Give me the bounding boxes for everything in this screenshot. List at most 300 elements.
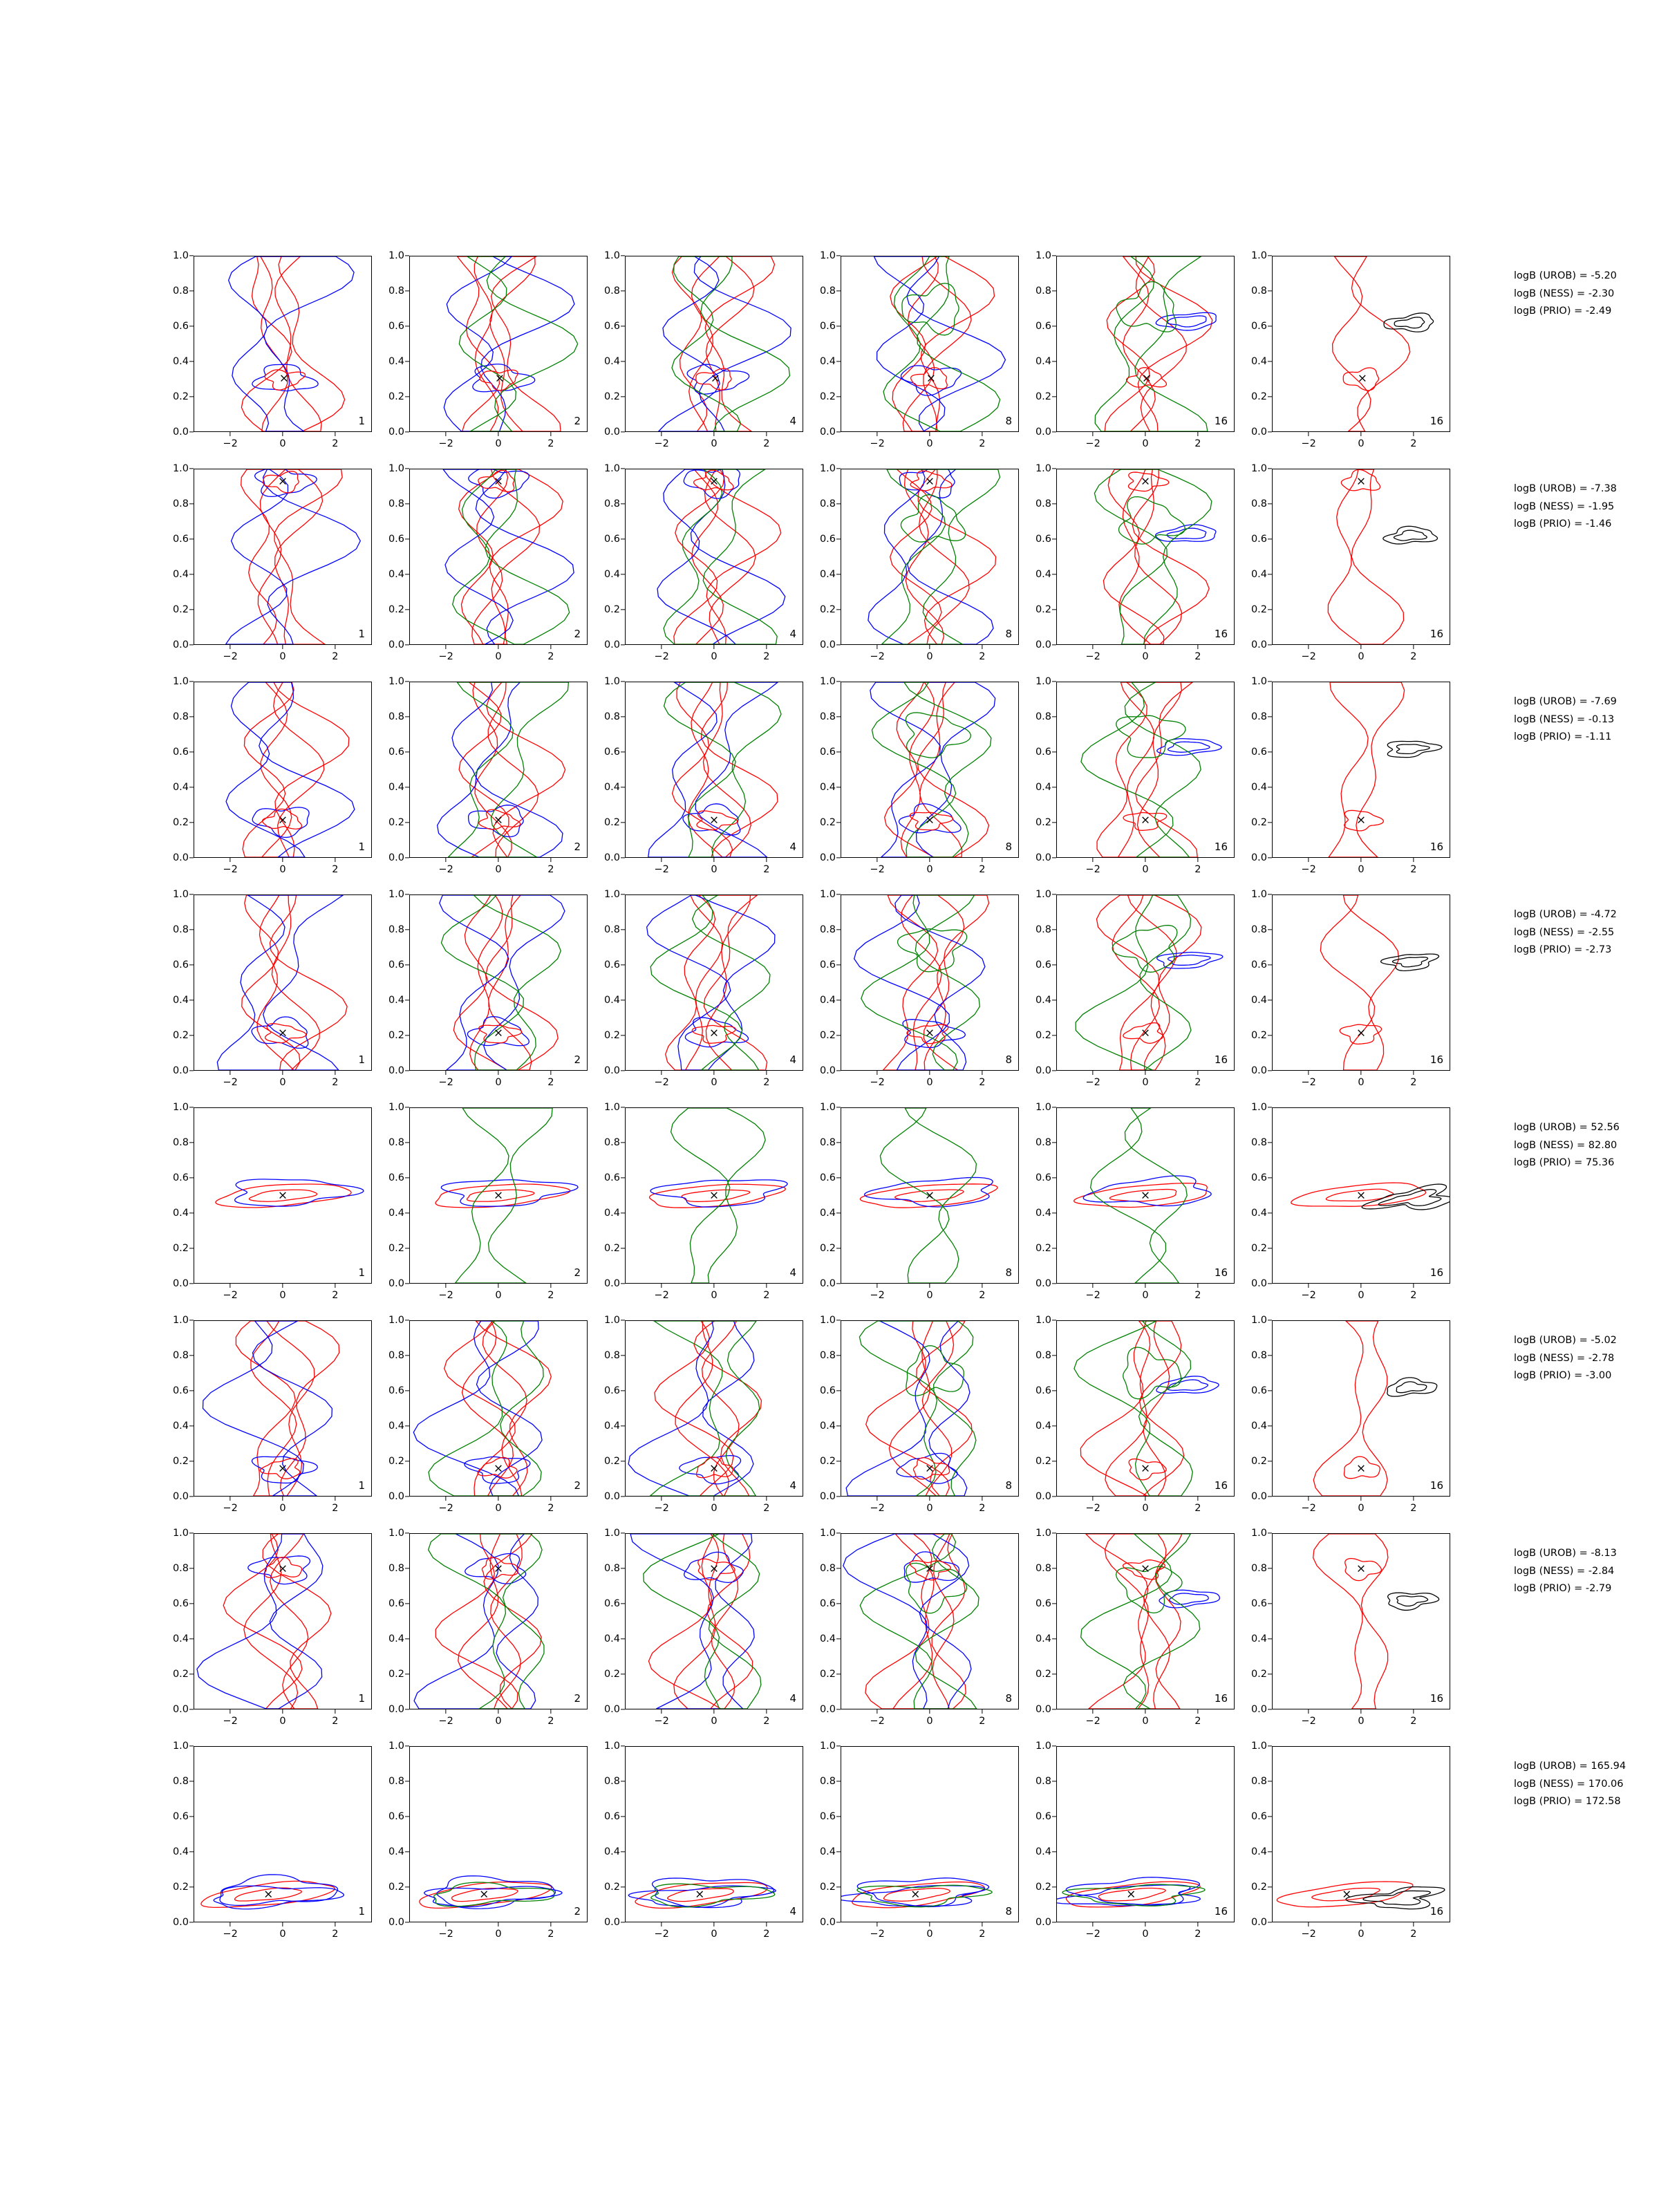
contour-panel (388, 463, 588, 662)
y-tick-label: 0.6 (1250, 1811, 1267, 1822)
y-tick-label: 0.2 (1035, 1669, 1051, 1680)
y-tick-mark (1268, 1390, 1272, 1391)
row-annotations (1514, 484, 1617, 537)
y-tick-label: 0.6 (819, 534, 836, 545)
x-tick-label: 2 (547, 1716, 554, 1727)
y-tick-label: 0.2 (1250, 1456, 1267, 1467)
y-tick-mark (836, 1390, 841, 1391)
truth-marker: × (493, 1461, 504, 1476)
y-tick-mark (1052, 1851, 1056, 1852)
truth-marker: × (924, 813, 935, 827)
contour-panel (172, 250, 372, 449)
y-tick-mark (621, 1816, 625, 1817)
x-tick-label: 0 (1358, 1503, 1365, 1514)
y-tick-mark (621, 1212, 625, 1213)
y-tick-label: 0.8 (1035, 1350, 1051, 1361)
truth-marker: × (1356, 1562, 1367, 1576)
truth-marker: × (1342, 1887, 1352, 1902)
y-tick-label: 0.0 (819, 1704, 836, 1715)
panel-axes (1056, 1746, 1235, 1922)
y-tick-label: 0.0 (1035, 1491, 1051, 1502)
log-bayes-factor-text: logB (PRIO) = -1.11 (1514, 731, 1612, 742)
y-tick-mark (621, 857, 625, 858)
x-tick-label: −2 (223, 864, 238, 875)
x-tick-label: −2 (438, 1077, 453, 1088)
x-tick-label: 0 (926, 864, 933, 875)
y-tick-label: 1.0 (1250, 250, 1267, 261)
y-tick-label: 0.2 (388, 1243, 404, 1254)
panel-row (172, 676, 1500, 894)
x-tick-mark (929, 1284, 930, 1288)
x-tick-label: −2 (1085, 651, 1100, 662)
log-bayes-factor-text: logB (UROB) = 165.94 (1514, 1761, 1627, 1772)
y-tick-mark (621, 538, 625, 539)
contour-panel (388, 1741, 588, 1940)
y-tick-mark (1052, 1425, 1056, 1426)
x-tick-label: −2 (654, 1290, 669, 1301)
log-bayes-factor-text: logB (UROB) = 52.56 (1514, 1122, 1620, 1133)
y-tick-label: 1.0 (1250, 1741, 1267, 1752)
y-tick-label: 0.6 (1035, 1172, 1051, 1183)
panel-axes (841, 682, 1019, 858)
x-tick-label: −2 (654, 1077, 669, 1088)
y-tick-label: 1.0 (603, 250, 620, 261)
y-tick-mark (621, 1638, 625, 1639)
y-tick-mark (621, 1390, 625, 1391)
y-tick-mark (189, 1142, 194, 1143)
y-tick-label: 0.2 (603, 1030, 620, 1041)
x-tick-mark (1308, 1284, 1309, 1288)
y-tick-mark (405, 1886, 409, 1887)
x-tick-label: −2 (223, 1929, 238, 1940)
x-tick-mark (1360, 1071, 1361, 1075)
y-tick-mark (1268, 1496, 1272, 1497)
x-tick-mark (1413, 1497, 1414, 1501)
x-tick-label: 0 (711, 1503, 718, 1514)
y-tick-label: 0.0 (1035, 1278, 1051, 1289)
truth-marker: × (277, 474, 288, 489)
x-tick-label: 0 (711, 438, 718, 449)
y-tick-mark (1268, 822, 1272, 823)
y-tick-mark (405, 681, 409, 682)
y-tick-label: 1.0 (172, 250, 189, 261)
panel-number: 1 (358, 1053, 365, 1066)
y-tick-mark (621, 361, 625, 362)
y-tick-label: 0.8 (1035, 1776, 1051, 1787)
y-tick-label: 1.0 (388, 676, 404, 687)
panel-number: 1 (358, 1692, 365, 1705)
x-tick-label: 0 (1142, 1716, 1149, 1727)
panel-number: 2 (574, 1266, 581, 1279)
x-tick-mark (282, 1709, 283, 1714)
truth-marker: × (709, 813, 720, 827)
y-tick-label: 1.0 (1035, 1102, 1051, 1113)
x-tick-mark (229, 432, 230, 436)
x-tick-mark (713, 1284, 714, 1288)
y-tick-label: 0.2 (388, 1456, 404, 1467)
y-tick-mark (836, 751, 841, 752)
y-tick-label: 0.6 (1035, 534, 1051, 545)
y-tick-mark (189, 929, 194, 930)
panel-axes (1272, 1533, 1450, 1709)
y-tick-label: 0.0 (172, 1917, 189, 1928)
y-tick-label: 0.8 (172, 1563, 189, 1574)
x-tick-label: −2 (438, 1716, 453, 1727)
y-tick-mark (1268, 255, 1272, 256)
y-tick-label: 0.4 (1035, 356, 1051, 367)
y-tick-mark (621, 468, 625, 469)
y-tick-label: 0.8 (388, 711, 404, 722)
x-tick-label: 2 (979, 1290, 986, 1301)
y-tick-label: 0.8 (1035, 498, 1051, 509)
y-tick-label: 0.4 (388, 569, 404, 580)
x-tick-label: −2 (1085, 1290, 1100, 1301)
y-tick-label: 1.0 (603, 889, 620, 900)
x-tick-mark (550, 858, 551, 862)
x-tick-mark (1413, 858, 1414, 862)
x-tick-label: 0 (1358, 651, 1365, 662)
truth-marker: × (709, 1026, 720, 1040)
y-tick-label: 0.2 (819, 817, 836, 828)
y-tick-label: 0.6 (819, 747, 836, 758)
y-tick-label: 0.8 (819, 924, 836, 935)
y-tick-mark (1052, 431, 1056, 432)
x-tick-label: 2 (1410, 1077, 1417, 1088)
truth-marker: × (277, 1562, 288, 1576)
y-tick-mark (405, 822, 409, 823)
log-bayes-factor-text: logB (NESS) = 82.80 (1514, 1139, 1618, 1151)
y-tick-mark (1052, 822, 1056, 823)
x-tick-mark (661, 1709, 662, 1714)
x-tick-label: 0 (1142, 1290, 1149, 1301)
x-tick-mark (282, 1284, 283, 1288)
y-tick-label: 0.6 (603, 1598, 620, 1609)
y-tick-mark (405, 857, 409, 858)
y-tick-mark (189, 396, 194, 397)
truth-marker: × (1356, 1188, 1367, 1202)
y-tick-label: 0.4 (1250, 1633, 1267, 1644)
panel-axes (841, 1533, 1019, 1709)
y-tick-label: 1.0 (819, 463, 836, 474)
y-tick-label: 0.2 (1250, 1669, 1267, 1680)
y-tick-mark (621, 1851, 625, 1852)
x-tick-mark (929, 1922, 930, 1927)
y-tick-mark (1052, 681, 1056, 682)
y-tick-label: 0.8 (388, 1350, 404, 1361)
y-tick-label: 0.4 (388, 1846, 404, 1857)
panel-number: 8 (1005, 1266, 1012, 1279)
y-tick-label: 0.2 (819, 604, 836, 615)
x-tick-label: 2 (979, 651, 986, 662)
y-tick-label: 0.8 (603, 498, 620, 509)
y-tick-mark (1052, 396, 1056, 397)
contour-panel (603, 1741, 803, 1940)
row-annotations (1514, 1548, 1617, 1602)
x-tick-label: 0 (495, 1290, 502, 1301)
y-tick-label: 1.0 (172, 1528, 189, 1539)
y-tick-mark (836, 1283, 841, 1284)
y-tick-mark (836, 1070, 841, 1071)
y-tick-mark (1268, 1355, 1272, 1356)
x-tick-label: 0 (926, 1503, 933, 1514)
y-tick-label: 0.8 (603, 1350, 620, 1361)
y-tick-label: 0.6 (1250, 1172, 1267, 1183)
panel-axes (625, 1746, 803, 1922)
x-tick-label: 0 (1358, 1929, 1365, 1940)
y-tick-mark (621, 1496, 625, 1497)
x-tick-label: −2 (1301, 1929, 1316, 1940)
panel-number: 4 (789, 415, 796, 427)
y-tick-label: 1.0 (603, 1528, 620, 1539)
y-tick-label: 0.0 (1250, 852, 1267, 863)
y-tick-mark (621, 503, 625, 504)
panel-axes (841, 1320, 1019, 1497)
y-tick-label: 0.0 (1035, 639, 1051, 650)
panel-number: 2 (574, 415, 581, 427)
truth-marker: × (1356, 474, 1367, 489)
y-tick-mark (405, 1603, 409, 1604)
y-tick-mark (1052, 361, 1056, 362)
x-tick-label: 2 (763, 1503, 770, 1514)
panel-number: 16 (1214, 1905, 1228, 1918)
y-tick-label: 1.0 (819, 1315, 836, 1326)
y-tick-label: 0.8 (819, 711, 836, 722)
panel-number: 8 (1005, 1053, 1012, 1066)
x-tick-label: 2 (979, 864, 986, 875)
y-tick-mark (405, 503, 409, 504)
y-tick-label: 1.0 (388, 889, 404, 900)
x-tick-mark (661, 1071, 662, 1075)
y-tick-label: 0.4 (1250, 782, 1267, 793)
y-tick-mark (1052, 751, 1056, 752)
y-tick-label: 0.6 (819, 1385, 836, 1396)
y-tick-mark (836, 538, 841, 539)
y-tick-label: 0.2 (388, 817, 404, 828)
y-tick-label: 0.2 (603, 817, 620, 828)
y-tick-label: 1.0 (1035, 1528, 1051, 1539)
y-tick-label: 0.6 (388, 959, 404, 971)
y-tick-label: 0.2 (1035, 604, 1051, 615)
panel-axes (1272, 256, 1450, 432)
y-tick-mark (621, 1283, 625, 1284)
y-tick-label: 0.8 (1250, 285, 1267, 297)
x-tick-label: −2 (870, 1290, 885, 1301)
x-tick-mark (282, 432, 283, 436)
x-tick-mark (445, 1071, 446, 1075)
truth-marker: × (924, 1461, 935, 1476)
y-tick-mark (621, 396, 625, 397)
y-tick-mark (1052, 468, 1056, 469)
truth-marker: × (924, 1188, 935, 1202)
y-tick-label: 0.0 (388, 1278, 404, 1289)
y-tick-label: 0.0 (819, 1065, 836, 1076)
y-tick-mark (405, 1496, 409, 1497)
y-tick-mark (836, 822, 841, 823)
y-tick-label: 0.2 (388, 1669, 404, 1680)
panel-axes (1272, 1746, 1450, 1922)
y-tick-label: 0.2 (1250, 391, 1267, 402)
y-tick-mark (189, 1496, 194, 1497)
contour-panel (1035, 1528, 1235, 1727)
truth-marker: × (493, 813, 504, 827)
x-tick-label: 0 (495, 1716, 502, 1727)
y-tick-label: 0.6 (172, 1385, 189, 1396)
x-tick-mark (229, 1709, 230, 1714)
y-tick-mark (1268, 1177, 1272, 1178)
x-tick-label: 0 (926, 438, 933, 449)
y-tick-label: 0.8 (1250, 498, 1267, 509)
x-tick-label: 2 (763, 438, 770, 449)
y-tick-mark (1052, 290, 1056, 291)
contour-panel (819, 1102, 1019, 1301)
y-tick-mark (621, 609, 625, 610)
panel-number: 2 (574, 1692, 581, 1705)
y-tick-label: 0.8 (172, 1350, 189, 1361)
y-tick-label: 1.0 (388, 1102, 404, 1113)
y-tick-label: 0.6 (819, 1811, 836, 1822)
y-tick-label: 0.0 (1250, 1704, 1267, 1715)
y-tick-label: 0.4 (819, 1208, 836, 1219)
y-tick-label: 0.6 (819, 959, 836, 971)
y-tick-label: 1.0 (1035, 1315, 1051, 1326)
x-tick-label: −2 (870, 438, 885, 449)
y-tick-mark (405, 468, 409, 469)
y-tick-label: 1.0 (603, 463, 620, 474)
y-tick-mark (1052, 1177, 1056, 1178)
x-tick-label: −2 (870, 864, 885, 875)
x-tick-label: 0 (1142, 1503, 1149, 1514)
y-tick-mark (1052, 503, 1056, 504)
x-tick-label: 2 (763, 1290, 770, 1301)
contour-panel (388, 889, 588, 1088)
y-tick-mark (1268, 1851, 1272, 1852)
panel-axes (625, 1320, 803, 1497)
truth-marker: × (263, 1887, 274, 1902)
y-tick-mark (189, 822, 194, 823)
x-tick-label: 0 (711, 864, 718, 875)
y-tick-mark (621, 431, 625, 432)
y-tick-mark (836, 1745, 841, 1746)
y-tick-label: 0.2 (388, 1030, 404, 1041)
y-tick-label: 0.8 (172, 285, 189, 297)
x-tick-label: 2 (1410, 438, 1417, 449)
x-tick-label: 0 (926, 1929, 933, 1940)
y-tick-label: 0.2 (1250, 604, 1267, 615)
y-tick-label: 1.0 (819, 1741, 836, 1752)
y-tick-label: 0.4 (172, 995, 189, 1006)
panel-axes (1056, 256, 1235, 432)
y-tick-mark (1268, 681, 1272, 682)
x-tick-mark (1360, 1922, 1361, 1927)
y-tick-label: 0.8 (388, 1776, 404, 1787)
y-tick-mark (189, 468, 194, 469)
y-tick-mark (621, 681, 625, 682)
x-tick-mark (282, 1497, 283, 1501)
panel-number: 8 (1005, 1905, 1012, 1918)
panel-number: 8 (1005, 1479, 1012, 1492)
y-tick-label: 0.4 (388, 995, 404, 1006)
truth-marker: × (1140, 1562, 1151, 1576)
y-tick-label: 0.0 (603, 852, 620, 863)
y-tick-label: 0.4 (388, 356, 404, 367)
y-tick-label: 0.6 (603, 1811, 620, 1822)
y-tick-mark (189, 1886, 194, 1887)
x-tick-label: 2 (979, 438, 986, 449)
y-tick-mark (1268, 468, 1272, 469)
contour-panel (1035, 250, 1235, 449)
y-tick-label: 1.0 (819, 889, 836, 900)
y-tick-label: 0.4 (172, 1846, 189, 1857)
x-tick-mark (929, 1497, 930, 1501)
x-tick-label: 2 (1194, 438, 1201, 449)
contour-panel (819, 463, 1019, 662)
y-tick-mark (836, 1177, 841, 1178)
y-tick-label: 0.2 (172, 817, 189, 828)
panel-number: 16 (1430, 415, 1443, 427)
contour-panel (1250, 889, 1450, 1088)
log-bayes-factor-text: logB (PRIO) = -1.46 (1514, 518, 1612, 529)
panel-row (172, 1741, 1500, 1959)
y-tick-mark (1052, 1886, 1056, 1887)
y-tick-label: 0.6 (1250, 1385, 1267, 1396)
y-tick-mark (405, 1283, 409, 1284)
y-tick-label: 0.8 (1035, 1137, 1051, 1148)
y-tick-mark (1052, 1390, 1056, 1391)
contour-panel (172, 676, 372, 875)
y-tick-mark (189, 1177, 194, 1178)
y-tick-mark (836, 964, 841, 965)
y-tick-mark (405, 644, 409, 645)
contour-panel (819, 1315, 1019, 1514)
x-tick-label: 2 (1194, 864, 1201, 875)
y-tick-label: 0.8 (172, 711, 189, 722)
x-tick-label: −2 (438, 1503, 453, 1514)
y-tick-label: 0.0 (388, 852, 404, 863)
y-tick-label: 0.8 (1250, 711, 1267, 722)
x-tick-mark (550, 645, 551, 649)
y-tick-label: 0.0 (603, 1278, 620, 1289)
y-tick-mark (1052, 1355, 1056, 1356)
panel-axes (194, 1107, 372, 1284)
panel-number: 8 (1005, 841, 1012, 853)
y-tick-mark (405, 1638, 409, 1639)
x-tick-label: 2 (547, 1929, 554, 1940)
log-bayes-factor-text: logB (UROB) = -7.38 (1514, 483, 1617, 494)
x-tick-label: −2 (223, 1077, 238, 1088)
panel-axes (625, 894, 803, 1071)
x-tick-mark (1360, 1497, 1361, 1501)
panel-axes (625, 469, 803, 645)
x-tick-label: 2 (1194, 1077, 1201, 1088)
y-tick-label: 1.0 (1250, 676, 1267, 687)
y-tick-mark (621, 751, 625, 752)
y-tick-mark (836, 716, 841, 717)
truth-marker: × (1140, 474, 1151, 489)
panel-axes (409, 1320, 588, 1497)
y-tick-label: 0.4 (1250, 995, 1267, 1006)
x-tick-mark (550, 1071, 551, 1075)
x-tick-label: −2 (1301, 438, 1316, 449)
log-bayes-factor-text: logB (PRIO) = -2.79 (1514, 1583, 1612, 1594)
log-bayes-factor-text: logB (PRIO) = -3.00 (1514, 1370, 1612, 1381)
y-tick-mark (189, 503, 194, 504)
x-tick-label: 2 (547, 864, 554, 875)
x-tick-label: 2 (332, 864, 339, 875)
x-tick-label: −2 (223, 438, 238, 449)
y-tick-label: 0.0 (1035, 1065, 1051, 1076)
y-tick-label: 0.6 (388, 1811, 404, 1822)
y-tick-label: 1.0 (388, 1741, 404, 1752)
